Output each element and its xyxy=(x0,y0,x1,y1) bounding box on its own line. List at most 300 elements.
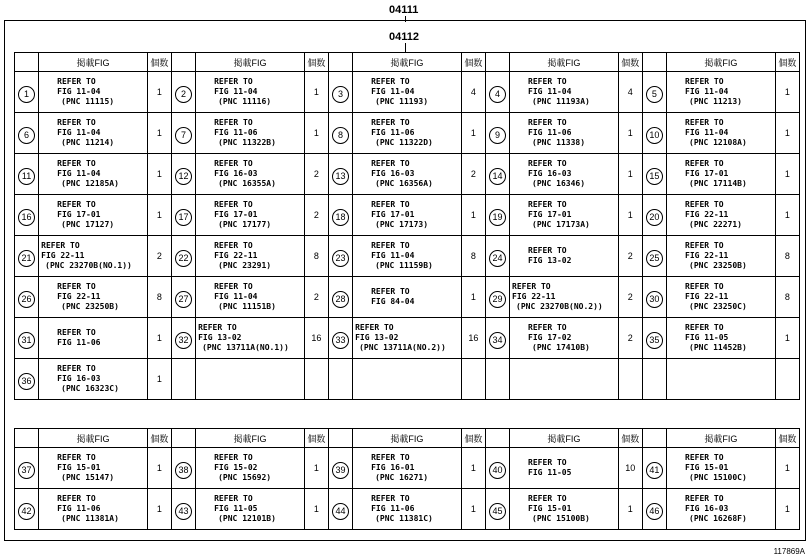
pnc-number: (PNC 12185A) xyxy=(61,179,119,188)
fig-number: FIG 11-06 xyxy=(528,128,572,137)
fig-number: FIG 11-04 xyxy=(371,251,415,260)
assembly-sub-number: 04112 xyxy=(389,31,419,43)
pnc-number: (PNC 11213) xyxy=(689,97,742,106)
pnc-number: (PNC 23291) xyxy=(218,261,272,270)
reference-cell xyxy=(667,448,776,489)
callout-number: 25 xyxy=(646,250,663,267)
pnc-number: (PNC 17173A) xyxy=(532,220,590,229)
fig-number: FIG 16-03 xyxy=(528,169,572,178)
refer-to-text: REFER TO xyxy=(528,458,567,467)
callout-number: 23 xyxy=(332,250,349,267)
callout-number: 31 xyxy=(18,332,35,349)
quantity-cell: 2 xyxy=(618,318,642,359)
quantity-cell: 8 xyxy=(775,277,799,318)
pnc-number: (PNC 16323C) xyxy=(61,384,119,393)
pnc-number: (PNC 16355A) xyxy=(218,179,276,188)
pnc-number: (PNC 11381A) xyxy=(61,514,119,523)
header-blank xyxy=(15,429,39,448)
reference-cell xyxy=(196,489,305,530)
callout-cell xyxy=(485,359,509,400)
callout-number: 10 xyxy=(646,127,663,144)
quantity-cell: 1 xyxy=(147,113,171,154)
refer-to-text: REFER TO xyxy=(685,282,724,291)
refer-to-text: REFER TO xyxy=(57,159,96,168)
header-fig: 掲載FIG xyxy=(196,429,305,448)
refer-to-text: REFER TO xyxy=(371,287,410,296)
reference-cell xyxy=(510,318,619,359)
quantity-cell: 2 xyxy=(304,277,328,318)
callout-number: 14 xyxy=(489,168,506,185)
fig-number: FIG 11-05 xyxy=(214,504,258,513)
fig-number: FIG 13-02 xyxy=(528,256,572,265)
header-fig: 掲載FIG xyxy=(667,53,776,72)
callout-number: 4 xyxy=(489,86,506,103)
callout-cell xyxy=(328,448,352,489)
pnc-number: (PNC 17173) xyxy=(375,220,429,229)
refer-to-text: REFER TO xyxy=(685,323,724,332)
refer-to-text: REFER TO xyxy=(512,282,551,291)
fig-number: FIG 16-03 xyxy=(57,374,101,383)
reference-cell xyxy=(196,154,305,195)
callout-number: 7 xyxy=(175,127,192,144)
callout-cell xyxy=(15,113,39,154)
quantity-cell: 1 xyxy=(147,72,171,113)
pnc-number: (PNC 15692) xyxy=(218,473,272,482)
fig-number: FIG 22-11 xyxy=(685,251,729,260)
quantity-cell: 1 xyxy=(147,318,171,359)
quantity-cell: 2 xyxy=(304,154,328,195)
pnc-number: (PNC 17177) xyxy=(218,220,272,229)
header-row xyxy=(15,429,800,448)
callout-number: 45 xyxy=(489,503,506,520)
reference-cell xyxy=(353,154,462,195)
pnc-number: (PNC 13711A(NO.2)) xyxy=(359,343,446,352)
fig-number: FIG 13-02 xyxy=(198,333,242,342)
quantity-cell: 1 xyxy=(775,448,799,489)
pnc-number: (PNC 12101B) xyxy=(218,514,276,523)
callout-cell xyxy=(15,489,39,530)
reference-cell xyxy=(510,154,619,195)
refer-to-text: REFER TO xyxy=(528,200,567,209)
quantity-cell: 1 xyxy=(775,318,799,359)
callout-number: 13 xyxy=(332,168,349,185)
fig-number: FIG 22-11 xyxy=(41,251,85,260)
quantity-cell: 1 xyxy=(147,154,171,195)
reference-cell xyxy=(196,113,305,154)
refer-to-text: REFER TO xyxy=(57,200,96,209)
reference-cell xyxy=(510,277,619,318)
fig-number: FIG 11-04 xyxy=(214,292,258,301)
callout-number: 30 xyxy=(646,291,663,308)
callout-cell xyxy=(15,72,39,113)
fig-number: FIG 11-04 xyxy=(685,128,729,137)
callout-cell xyxy=(485,195,509,236)
callout-cell xyxy=(328,359,352,400)
table-row xyxy=(15,154,800,195)
reference-cell xyxy=(353,448,462,489)
refer-to-text: REFER TO xyxy=(57,364,96,373)
pnc-number: (PNC 16268F) xyxy=(689,514,747,523)
callout-cell xyxy=(642,448,666,489)
reference-cell xyxy=(39,113,148,154)
header-qty: 個数 xyxy=(147,429,171,448)
callout-number: 43 xyxy=(175,503,192,520)
callout-number: 24 xyxy=(489,250,506,267)
callout-number: 46 xyxy=(646,503,663,520)
callout-number: 26 xyxy=(18,291,35,308)
callout-cell xyxy=(328,318,352,359)
callout-cell xyxy=(328,72,352,113)
fig-number: FIG 17-01 xyxy=(685,169,729,178)
assembly-top-number: 04111 xyxy=(389,4,419,16)
callout-number: 29 xyxy=(489,291,506,308)
refer-to-text: REFER TO xyxy=(214,159,253,168)
fig-number: FIG 11-04 xyxy=(214,87,258,96)
callout-cell xyxy=(485,448,509,489)
refer-to-text: REFER TO xyxy=(57,282,96,291)
quantity-cell: 10 xyxy=(618,448,642,489)
pnc-number: (PNC 23250B) xyxy=(61,302,119,311)
reference-cell xyxy=(39,277,148,318)
fig-number: FIG 11-04 xyxy=(371,87,415,96)
callout-cell xyxy=(485,489,509,530)
refer-to-text: REFER TO xyxy=(57,77,96,86)
pnc-number: (PNC 11381C) xyxy=(375,514,433,523)
pnc-number: (PNC 11193) xyxy=(375,97,429,106)
table-row xyxy=(15,236,800,277)
fig-number: FIG 16-03 xyxy=(371,169,415,178)
refer-to-text: REFER TO xyxy=(57,494,96,503)
quantity-cell: 1 xyxy=(775,195,799,236)
callout-number: 18 xyxy=(332,209,349,226)
refer-to-text: REFER TO xyxy=(528,323,567,332)
callout-number: 33 xyxy=(332,332,349,349)
header-fig: 掲載FIG xyxy=(510,53,619,72)
refer-to-text: REFER TO xyxy=(371,200,410,209)
reference-cell xyxy=(39,195,148,236)
callout-number: 20 xyxy=(646,209,663,226)
refer-to-text: REFER TO xyxy=(371,494,410,503)
callout-cell xyxy=(171,448,195,489)
pnc-number: (PNC 15100C) xyxy=(689,473,747,482)
fig-number: FIG 11-06 xyxy=(371,128,415,137)
quantity-cell: 1 xyxy=(147,448,171,489)
callout-number: 44 xyxy=(332,503,349,520)
callout-cell xyxy=(171,489,195,530)
quantity-cell: 1 xyxy=(618,113,642,154)
reference-cell xyxy=(39,318,148,359)
callout-number: 35 xyxy=(646,332,663,349)
pnc-number: (PNC 17114B) xyxy=(689,179,747,188)
callout-number: 3 xyxy=(332,86,349,103)
fig-number: FIG 11-05 xyxy=(685,333,729,342)
header-blank xyxy=(485,429,509,448)
pnc-number: (PNC 23270B(NO.1)) xyxy=(45,261,132,270)
reference-cell xyxy=(667,195,776,236)
pnc-number: (PNC 23270B(NO.2)) xyxy=(516,302,603,311)
quantity-cell: 16 xyxy=(461,318,485,359)
quantity-cell: 1 xyxy=(147,195,171,236)
header-blank xyxy=(171,53,195,72)
fig-number: FIG 11-04 xyxy=(57,87,101,96)
callout-number: 40 xyxy=(489,462,506,479)
quantity-cell: 1 xyxy=(304,448,328,489)
quantity-cell: 2 xyxy=(147,236,171,277)
table-row xyxy=(15,448,800,489)
header-qty: 個数 xyxy=(304,53,328,72)
header-qty: 個数 xyxy=(461,429,485,448)
quantity-cell xyxy=(461,359,485,400)
header-qty: 個数 xyxy=(147,53,171,72)
pnc-number: (PNC 15100B) xyxy=(532,514,590,523)
reference-cell xyxy=(196,195,305,236)
header-row xyxy=(15,53,800,72)
quantity-cell: 8 xyxy=(147,277,171,318)
reference-cell xyxy=(39,236,148,277)
pnc-number: (PNC 11159B) xyxy=(375,261,433,270)
callout-cell xyxy=(642,72,666,113)
fig-number: FIG 17-01 xyxy=(371,210,415,219)
refer-to-text: REFER TO xyxy=(685,77,724,86)
quantity-cell: 1 xyxy=(618,489,642,530)
reference-cell xyxy=(196,277,305,318)
quantity-cell: 1 xyxy=(461,277,485,318)
reference-cell xyxy=(39,72,148,113)
pnc-number: (PNC 11452B) xyxy=(689,343,747,352)
header-blank xyxy=(485,53,509,72)
refer-to-text: REFER TO xyxy=(214,77,253,86)
refer-to-text: REFER TO xyxy=(371,118,410,127)
refer-to-text: REFER TO xyxy=(685,241,724,250)
quantity-cell: 2 xyxy=(461,154,485,195)
reference-cell xyxy=(667,72,776,113)
callout-cell xyxy=(15,277,39,318)
refer-to-text: REFER TO xyxy=(528,494,567,503)
header-blank xyxy=(328,53,352,72)
callout-cell xyxy=(642,489,666,530)
reference-cell xyxy=(667,359,776,400)
reference-cell xyxy=(667,489,776,530)
table-row xyxy=(15,318,800,359)
reference-cell xyxy=(39,448,148,489)
callout-cell xyxy=(171,359,195,400)
reference-cell xyxy=(510,195,619,236)
quantity-cell: 1 xyxy=(461,448,485,489)
reference-cell xyxy=(510,236,619,277)
fig-number: FIG 84-04 xyxy=(371,297,415,306)
reference-cell xyxy=(510,359,619,400)
callout-cell xyxy=(642,195,666,236)
quantity-cell: 1 xyxy=(618,154,642,195)
quantity-cell: 1 xyxy=(461,489,485,530)
fig-number: FIG 22-11 xyxy=(512,292,556,301)
pnc-number: (PNC 11151B) xyxy=(218,302,276,311)
callout-number: 11 xyxy=(18,168,35,185)
callout-cell xyxy=(328,236,352,277)
pnc-number: (PNC 22271) xyxy=(689,220,742,229)
quantity-cell: 8 xyxy=(461,236,485,277)
header-fig: 掲載FIG xyxy=(510,429,619,448)
quantity-cell: 1 xyxy=(775,72,799,113)
quantity-cell xyxy=(304,359,328,400)
table-row xyxy=(15,359,800,400)
reference-cell xyxy=(39,359,148,400)
callout-number: 19 xyxy=(489,209,506,226)
pnc-number: (PNC 23250C) xyxy=(689,302,747,311)
quantity-cell xyxy=(618,359,642,400)
callout-cell xyxy=(15,448,39,489)
callout-cell xyxy=(485,154,509,195)
quantity-cell: 1 xyxy=(304,72,328,113)
callout-cell xyxy=(171,195,195,236)
callout-number: 38 xyxy=(175,462,192,479)
reference-cell xyxy=(510,489,619,530)
quantity-cell: 1 xyxy=(775,489,799,530)
header-qty: 個数 xyxy=(461,53,485,72)
refer-to-text: REFER TO xyxy=(528,159,567,168)
header-qty: 個数 xyxy=(618,429,642,448)
table-row xyxy=(15,489,800,530)
fig-number: FIG 15-01 xyxy=(57,463,101,472)
pnc-number: (PNC 11214) xyxy=(61,138,115,147)
header-fig: 掲載FIG xyxy=(353,429,462,448)
callout-number: 15 xyxy=(646,168,663,185)
refer-to-text: REFER TO xyxy=(214,241,253,250)
quantity-cell: 1 xyxy=(461,113,485,154)
callout-number: 22 xyxy=(175,250,192,267)
reference-cell xyxy=(353,72,462,113)
callout-number: 36 xyxy=(18,373,35,390)
callout-number: 37 xyxy=(18,462,35,479)
quantity-cell: 1 xyxy=(775,113,799,154)
pnc-number: (PNC 13711A(NO.1)) xyxy=(202,343,289,352)
fig-number: FIG 22-11 xyxy=(685,210,729,219)
pnc-number: (PNC 15147) xyxy=(61,473,115,482)
callout-number: 8 xyxy=(332,127,349,144)
fig-number: FIG 16-03 xyxy=(685,504,729,513)
pnc-number: (PNC 11115) xyxy=(61,97,115,106)
callout-number: 27 xyxy=(175,291,192,308)
pnc-number: (PNC 11322D) xyxy=(375,138,433,147)
table-row xyxy=(15,195,800,236)
fig-number: FIG 11-06 xyxy=(57,504,101,513)
quantity-cell: 1 xyxy=(461,195,485,236)
callout-number: 16 xyxy=(18,209,35,226)
pnc-number: (PNC 12108A) xyxy=(689,138,747,147)
fig-number: FIG 13-02 xyxy=(355,333,399,342)
reference-cell xyxy=(39,154,148,195)
refer-to-text: REFER TO xyxy=(214,282,253,291)
callout-cell xyxy=(171,154,195,195)
header-fig: 掲載FIG xyxy=(667,429,776,448)
refer-to-text: REFER TO xyxy=(371,77,410,86)
header-fig: 掲載FIG xyxy=(196,53,305,72)
quantity-cell: 1 xyxy=(304,113,328,154)
reference-cell xyxy=(353,236,462,277)
quantity-cell xyxy=(775,359,799,400)
callout-cell xyxy=(485,72,509,113)
pnc-number: (PNC 11322B) xyxy=(218,138,276,147)
quantity-cell: 8 xyxy=(304,236,328,277)
header-fig: 掲載FIG xyxy=(353,53,462,72)
reference-cell xyxy=(196,359,305,400)
reference-cell xyxy=(196,318,305,359)
quantity-cell: 8 xyxy=(775,236,799,277)
quantity-cell: 1 xyxy=(147,489,171,530)
refer-to-text: REFER TO xyxy=(685,494,724,503)
fig-number: FIG 17-01 xyxy=(57,210,101,219)
fig-number: FIG 17-01 xyxy=(214,210,258,219)
header-blank xyxy=(15,53,39,72)
reference-cell xyxy=(39,489,148,530)
refer-to-text: REFER TO xyxy=(528,118,567,127)
header-qty: 個数 xyxy=(618,53,642,72)
callout-number: 2 xyxy=(175,86,192,103)
reference-cell xyxy=(667,154,776,195)
fig-number: FIG 11-04 xyxy=(528,87,572,96)
reference-cell xyxy=(353,318,462,359)
callout-cell xyxy=(642,318,666,359)
pnc-number: (PNC 17410B) xyxy=(532,343,590,352)
pnc-number: (PNC 16346) xyxy=(532,179,586,188)
callout-number: 39 xyxy=(332,462,349,479)
fig-number: FIG 15-01 xyxy=(685,463,729,472)
refer-to-text: REFER TO xyxy=(57,328,96,337)
fig-number: FIG 11-06 xyxy=(57,338,101,347)
callout-cell xyxy=(485,318,509,359)
header-fig: 掲載FIG xyxy=(39,429,148,448)
reference-cell xyxy=(196,236,305,277)
fig-number: FIG 22-11 xyxy=(57,292,101,301)
refer-to-text: REFER TO xyxy=(528,77,567,86)
callout-cell xyxy=(642,236,666,277)
reference-cell xyxy=(667,236,776,277)
callout-cell xyxy=(642,113,666,154)
header-qty: 個数 xyxy=(304,429,328,448)
fig-number: FIG 16-03 xyxy=(214,169,258,178)
pnc-number: (PNC 17127) xyxy=(61,220,115,229)
refer-to-text: REFER TO xyxy=(41,241,80,250)
callout-number: 17 xyxy=(175,209,192,226)
refer-to-text: REFER TO xyxy=(57,453,96,462)
refer-to-text: REFER TO xyxy=(685,200,724,209)
refer-to-text: REFER TO xyxy=(214,494,253,503)
reference-cell xyxy=(667,113,776,154)
reference-cell xyxy=(510,113,619,154)
table-row xyxy=(15,277,800,318)
quantity-cell: 1 xyxy=(618,195,642,236)
reference-cell xyxy=(667,318,776,359)
callout-cell xyxy=(15,195,39,236)
callout-number: 42 xyxy=(18,503,35,520)
callout-cell xyxy=(15,318,39,359)
callout-number: 1 xyxy=(18,86,35,103)
fig-number: FIG 11-06 xyxy=(371,504,415,513)
refer-to-text: REFER TO xyxy=(214,118,253,127)
callout-cell xyxy=(485,113,509,154)
header-blank xyxy=(642,429,666,448)
quantity-cell: 2 xyxy=(304,195,328,236)
pnc-number: (PNC 16271) xyxy=(375,473,429,482)
callout-cell xyxy=(171,236,195,277)
header-blank xyxy=(171,429,195,448)
reference-cell xyxy=(510,448,619,489)
fig-number: FIG 11-05 xyxy=(528,468,572,477)
refer-to-text: REFER TO xyxy=(371,453,410,462)
callout-cell xyxy=(171,113,195,154)
callout-cell xyxy=(328,277,352,318)
refer-to-text: REFER TO xyxy=(214,200,253,209)
